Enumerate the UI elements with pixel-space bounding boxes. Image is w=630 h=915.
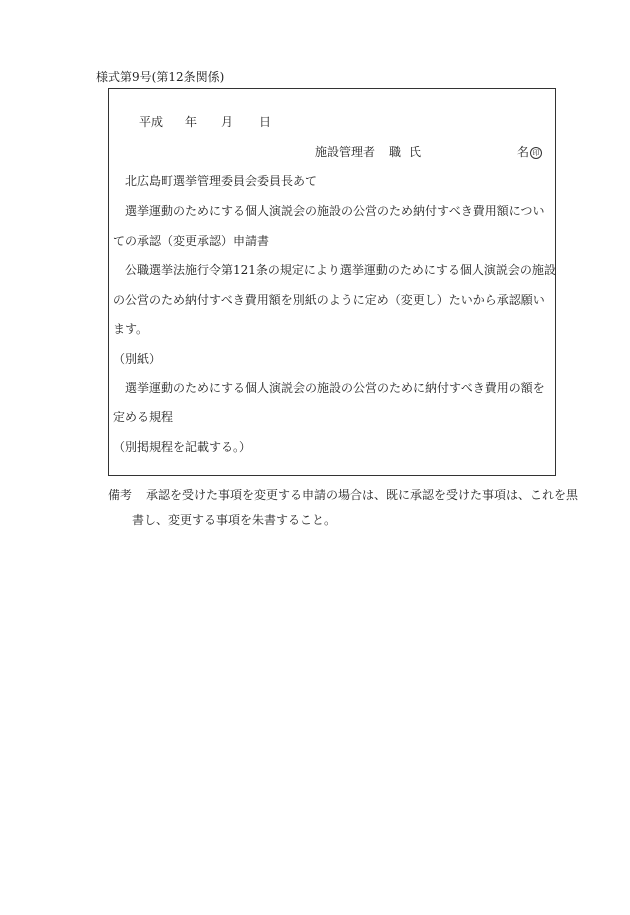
form-number: 様式第9号(第12条関係) <box>96 70 225 84</box>
date-line <box>139 114 271 130</box>
remarks-label: 備考 <box>108 488 133 502</box>
seal-icon: 印 <box>530 147 542 159</box>
applicant-name-seal <box>517 144 542 160</box>
rule-line-1: 選挙運動のためにする個人演説会の施設の公営のために納付すべき費用の額を <box>125 381 545 395</box>
rule-note: （別掲規程を記載する。） <box>113 440 252 454</box>
date-year: 年 <box>185 115 198 129</box>
body-line-3: ます。 <box>113 322 149 336</box>
date-month: 月 <box>221 115 234 129</box>
applicant-title: 施設管理者 <box>315 145 376 159</box>
applicant-name-prefix: 氏 <box>409 145 422 159</box>
application-form-box <box>108 88 556 476</box>
applicant-name-suffix: 名 <box>517 145 530 159</box>
date-era: 平成 <box>139 115 164 129</box>
date-day: 日 <box>259 115 272 129</box>
remarks-line-1 <box>108 487 578 503</box>
remarks-text-1: 承認を受けた事項を変更する申請の場合は、既に承認を受けた事項は、これを黒 <box>146 488 579 502</box>
body-line-2: の公営のため納付すべき費用額を別紙のように定め（変更し）たいから承認願い <box>113 293 545 307</box>
subject-line-1: 選挙運動のためにする個人演説会の施設の公営のため納付すべき費用額につい <box>125 204 545 218</box>
body-line-1: 公職選挙法施行令第121条の規定により選挙運動のためにする個人演説会の施設 <box>125 263 556 277</box>
attachment-label: （別紙） <box>113 352 162 366</box>
remarks-line-2: 書し、変更する事項を朱書すること。 <box>132 513 337 527</box>
rule-line-2: 定める規程 <box>113 410 174 424</box>
subject-line-2: ての承認（変更承認）申請書 <box>113 234 270 248</box>
addressee: 北広島町選挙管理委員会委員長あて <box>125 174 318 188</box>
applicant-position: 職 <box>389 145 402 159</box>
applicant-line <box>315 144 421 160</box>
